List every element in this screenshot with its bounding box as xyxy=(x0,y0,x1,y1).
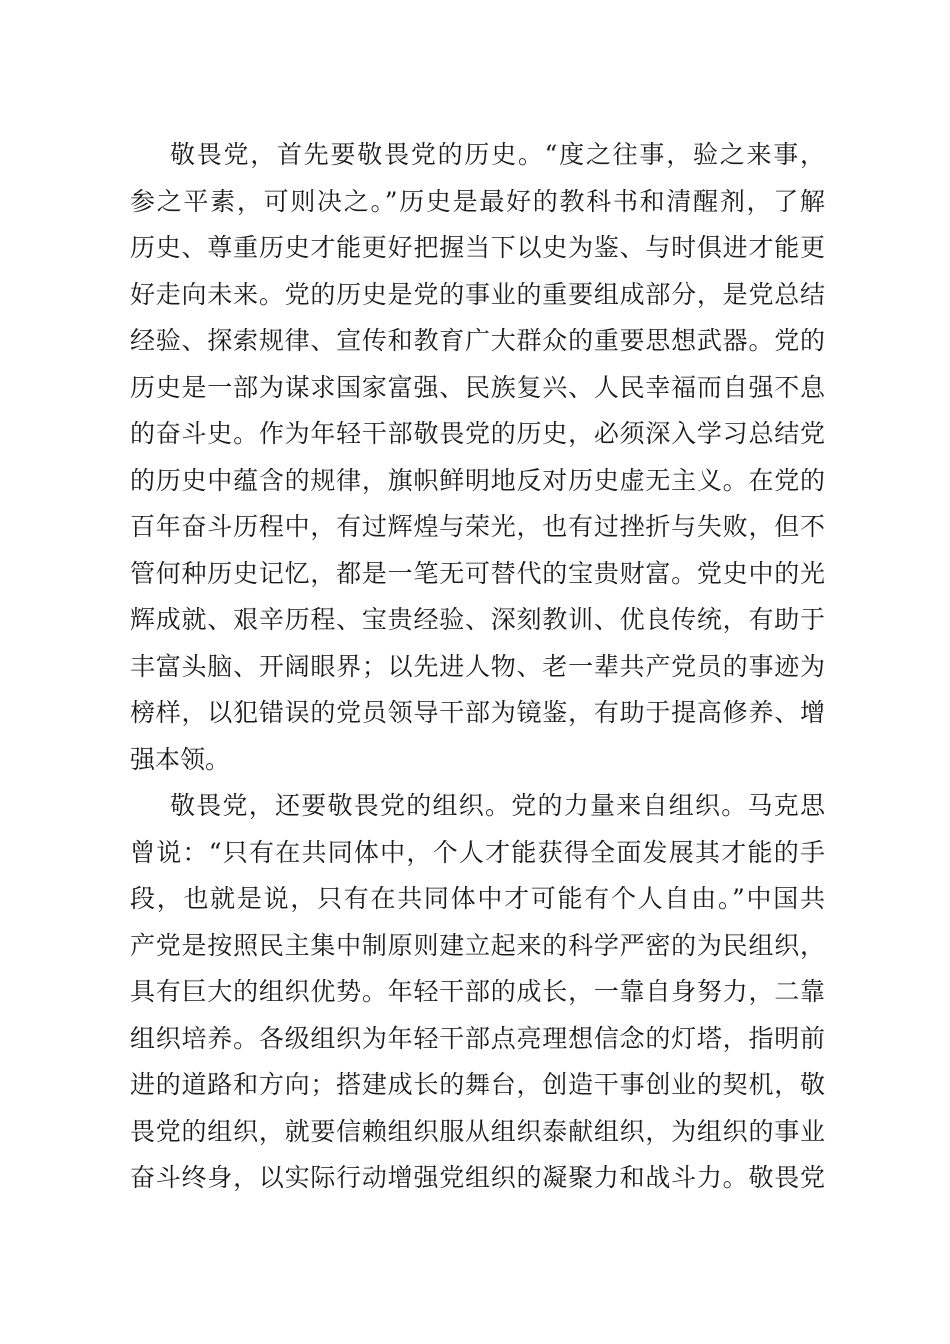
text-line: 进的道路和方向；搭建成长的舞台，创造干事创业的契机，敬 xyxy=(130,1070,825,1099)
text-line: 具有巨大的组织优势。年轻干部的成长，一靠自身努力，二靠 xyxy=(130,977,825,1006)
document-body xyxy=(130,132,825,1202)
paragraph-organization xyxy=(130,783,825,1202)
text-line: 段，也就是说，只有在共同体中才可能有个人自由。”中国共 xyxy=(130,884,825,913)
text-line: 百年奋斗历程中，有过辉煌与荣光，也有过挫折与失败，但不 xyxy=(130,512,825,541)
text-line: 历史是一部为谋求国家富强、民族复兴、人民幸福而自强不息 xyxy=(130,372,825,402)
text-line: 组织培养。各级组织为年轻干部点亮理想信念的灯塔，指明前 xyxy=(130,1023,825,1053)
text-line: 榜样，以犯错误的党员领导干部为镜鉴，有助于提高修养、增 xyxy=(130,698,825,727)
text-line: 的奋斗史。作为年轻干部敬畏党的历史，必须深入学习总结党 xyxy=(130,419,825,448)
text-line: 曾说：“只有在共同体中，个人才能获得全面发展其才能的手 xyxy=(130,837,825,867)
text-line: 敬畏党，还要敬畏党的组织。党的力量来自组织。马克思 xyxy=(170,791,825,820)
text-line: 辉成就、艰辛历程、宝贵经验、深刻教训、优良传统，有助于 xyxy=(130,605,825,634)
text-line: 畏党的组织，就要信赖组织服从组织泰献组织，为组织的事业 xyxy=(130,1116,825,1146)
text-line: 奋斗终身，以实际行动增强党组织的凝聚力和战斗力。敬畏党 xyxy=(130,1163,825,1192)
text-line: 历史、尊重历史才能更好把握当下以史为鉴、与时俱进才能更 xyxy=(130,233,825,262)
text-line: 好走向未来。党的历史是党的事业的重要组成部分，是党总结 xyxy=(130,279,825,309)
text-line: 丰富头脑、开阔眼界；以先进人物、老一辈共产党员的事迹为 xyxy=(130,651,825,681)
paragraph-history xyxy=(130,132,825,783)
text-line: 管何种历史记忆，都是一笔无可替代的宝贵财富。党史中的光 xyxy=(130,558,825,588)
text-line: 强本领。 xyxy=(130,744,231,774)
text-line: 产党是按照民主集中制原则建立起来的科学严密的为民组织， xyxy=(130,930,825,960)
text-line: 的历史中蕴含的规律，旗帜鲜明地反对历史虚无主义。在党的 xyxy=(130,465,825,495)
text-line: 敬畏党，首先要敬畏党的历史。“度之往事，验之来事， xyxy=(170,140,825,169)
text-line: 经验、探索规律、宣传和教育广大群众的重要思想武器。党的 xyxy=(130,326,825,355)
text-line: 参之平素，可则决之。”历史是最好的教科书和清醒剂，了解 xyxy=(130,186,825,216)
